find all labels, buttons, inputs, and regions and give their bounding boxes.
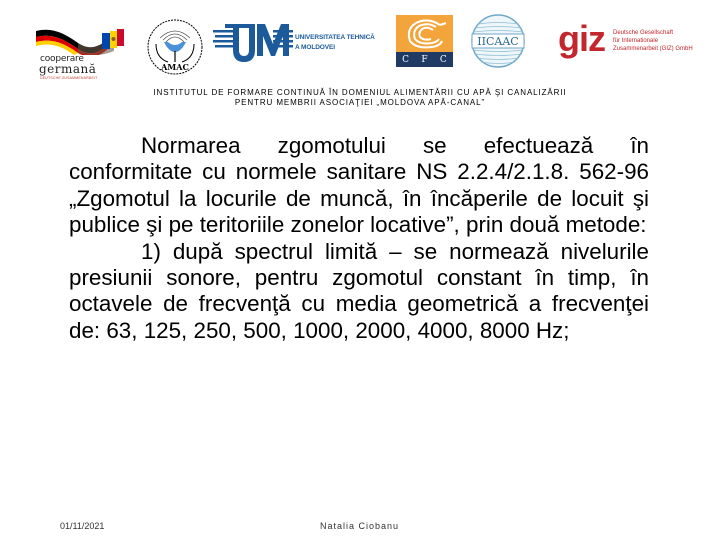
institute-heading-line2: PENTRU MEMBRII ASOCIAŢIEI „MOLDOVA APĂ-CANAL” (234, 98, 486, 107)
utm-emblem-icon (213, 22, 293, 62)
cfc-logo (396, 15, 453, 67)
footer-date: 01/11/2021 (60, 521, 105, 531)
iicaac-logo (470, 12, 526, 70)
cfc-letters: C F C (396, 52, 453, 67)
cooperare-germana-logo (34, 25, 124, 80)
iicaac-emblem-icon (470, 12, 526, 70)
institute-heading (0, 88, 720, 108)
amac-logo (146, 18, 204, 76)
institute-heading-line1: INSTITUTUL DE FORMARE CONTINUĂ ÎN DOMENIUL ALIMENTĂRII CU APĂ ŞI CANALIZĂRII (153, 88, 567, 97)
utm-logo (213, 22, 383, 62)
giz-name-line3: Zusammenarbeit (GIZ) GmbH (613, 46, 693, 52)
slide-body (69, 133, 649, 344)
logo-bar (0, 0, 720, 82)
giz-name-line1: Deutsche Gesellschaft (613, 30, 674, 36)
utm-name-line1: UNIVERSITATEA TEHNICĂ (295, 34, 375, 41)
amac-emblem-icon (146, 18, 204, 76)
cooperare-text: cooperare (40, 54, 84, 64)
paragraph-method-1: 1) după spectrul limită – se normează nivelurile presiunii sonore, pentru zgomotul constant în timp, în octavele de frecvenţă cu media geometrică a frecvenţei de: 63, 125, 250, 500, 1000, 2000, 4000, 8000 Hz; (69, 238, 649, 343)
paragraph-norms: Normarea zgomotului se efectuează în conformitate cu normele sanitare NS 2.2.4/2.1.8. 562-96 „Zgomotul la locurile de muncă, în încăperile de locuit şi publice şi pe teritoriile zonelor locative”, prin două metode: (69, 133, 649, 238)
svg-text:IICAAC: IICAAC (477, 35, 519, 48)
giz-name-line2: für Internationale (613, 38, 659, 44)
germana-text: germană (39, 62, 97, 76)
giz-logo (558, 18, 720, 64)
flag-ribbon-icon (34, 25, 124, 55)
svg-text:AMAC: AMAC (161, 62, 189, 72)
utm-name-line2: A MOLDOVEI (295, 44, 335, 51)
deutsche-zusammenarbeit-text: DEUTSCHE ZUSAMMENARBEIT (40, 76, 98, 80)
giz-wordmark: giz (558, 18, 605, 59)
footer-author: Natalia Ciobanu (320, 521, 400, 531)
cfc-c-swirl-icon (396, 15, 453, 52)
cfc-emblem (396, 15, 453, 52)
